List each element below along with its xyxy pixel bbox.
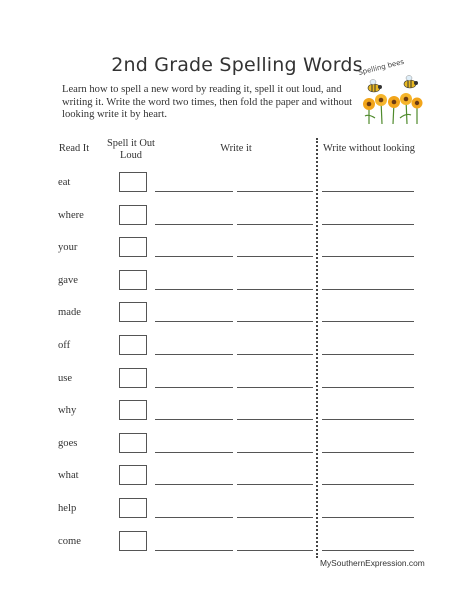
write-without-looking-line[interactable] [322,224,414,225]
write-without-looking-line[interactable] [322,256,414,257]
write-without-looking-line[interactable] [322,289,414,290]
write-without-looking-line[interactable] [322,321,414,322]
write-it-line[interactable] [237,256,313,257]
header-spell-it-out-loud: Spell it Out Loud [107,138,155,161]
word-row [0,340,474,372]
write-it-line[interactable] [237,354,313,355]
spelling-word: eat [58,177,71,188]
page-title: 2nd Grade Spelling Words [111,54,363,76]
write-it-line[interactable] [237,550,313,551]
spelling-word: why [58,405,77,417]
word-row [0,470,474,502]
spelling-word: help [58,503,77,514]
spelling-word: use [58,372,73,384]
flower-icon [388,96,400,108]
write-it-line[interactable] [237,289,313,290]
spell-it-checkbox[interactable] [119,465,147,485]
write-it-line[interactable] [237,452,313,453]
write-it-line[interactable] [155,289,233,290]
write-it-line[interactable] [155,224,233,225]
spell-it-checkbox[interactable] [119,270,147,290]
write-it-line[interactable] [155,550,233,551]
write-without-looking-line[interactable] [322,452,414,453]
spelling-word: your [58,242,78,254]
write-without-looking-line[interactable] [322,419,414,420]
spell-it-checkbox[interactable] [119,302,147,322]
spelling-word: where [58,209,84,221]
header-write-it: Write it [220,143,252,154]
spelling-word: goes [58,437,78,449]
flower-icon [412,98,423,109]
header-read-it: Read It [58,143,90,154]
write-without-looking-line[interactable] [322,354,414,355]
spell-it-checkbox[interactable] [119,205,147,225]
word-row [0,210,474,242]
spelling-word: gave [58,274,78,286]
write-it-line[interactable] [155,452,233,453]
write-it-line[interactable] [237,224,313,225]
write-without-looking-line[interactable] [322,387,414,388]
header-write-without-looking: Write without looking [323,143,415,154]
spelling-word: come [58,535,81,547]
word-row [0,177,474,209]
spell-it-checkbox[interactable] [119,531,147,551]
write-it-line[interactable] [155,517,233,518]
write-it-line[interactable] [155,387,233,388]
footer-website: MySouthernExpression.com [320,558,425,568]
write-without-looking-line[interactable] [322,550,414,551]
write-it-line[interactable] [237,191,313,192]
spell-it-checkbox[interactable] [119,498,147,518]
word-row [0,373,474,405]
word-row [0,438,474,470]
flower-icon [363,98,375,110]
spelling-word: off [58,340,71,351]
write-it-line[interactable] [237,517,313,518]
illustration-label: Spelling bees [357,58,405,77]
write-it-line[interactable] [237,419,313,420]
spell-it-checkbox[interactable] [119,335,147,355]
bee-icon [404,76,418,89]
write-it-line[interactable] [155,354,233,355]
spelling-bees-illustration [355,58,427,126]
write-it-line[interactable] [155,321,233,322]
write-without-looking-line[interactable] [322,191,414,192]
word-row [0,242,474,274]
word-row [0,307,474,339]
word-row [0,405,474,437]
flower-icon [375,94,387,106]
write-it-line[interactable] [155,484,233,485]
flower-icon [400,93,412,105]
word-row [0,275,474,307]
spell-it-checkbox[interactable] [119,433,147,453]
write-it-line[interactable] [237,387,313,388]
write-it-line[interactable] [155,419,233,420]
write-it-line[interactable] [155,256,233,257]
bee-icon [368,80,382,93]
spell-it-checkbox[interactable] [119,237,147,257]
write-without-looking-line[interactable] [322,484,414,485]
write-it-line[interactable] [237,484,313,485]
write-it-line[interactable] [237,321,313,322]
spelling-word: made [58,307,81,319]
write-it-line[interactable] [155,191,233,192]
spelling-word: what [58,470,79,482]
word-row [0,503,474,535]
spell-it-checkbox[interactable] [119,400,147,420]
spell-it-checkbox[interactable] [119,368,147,388]
spell-it-checkbox[interactable] [119,172,147,192]
write-without-looking-line[interactable] [322,517,414,518]
instructions-text: Learn how to spell a new word by reading it, spell it out loud, and writing it. Write the word two times, then fold the paper and without looking write it by heart. [62,84,353,121]
